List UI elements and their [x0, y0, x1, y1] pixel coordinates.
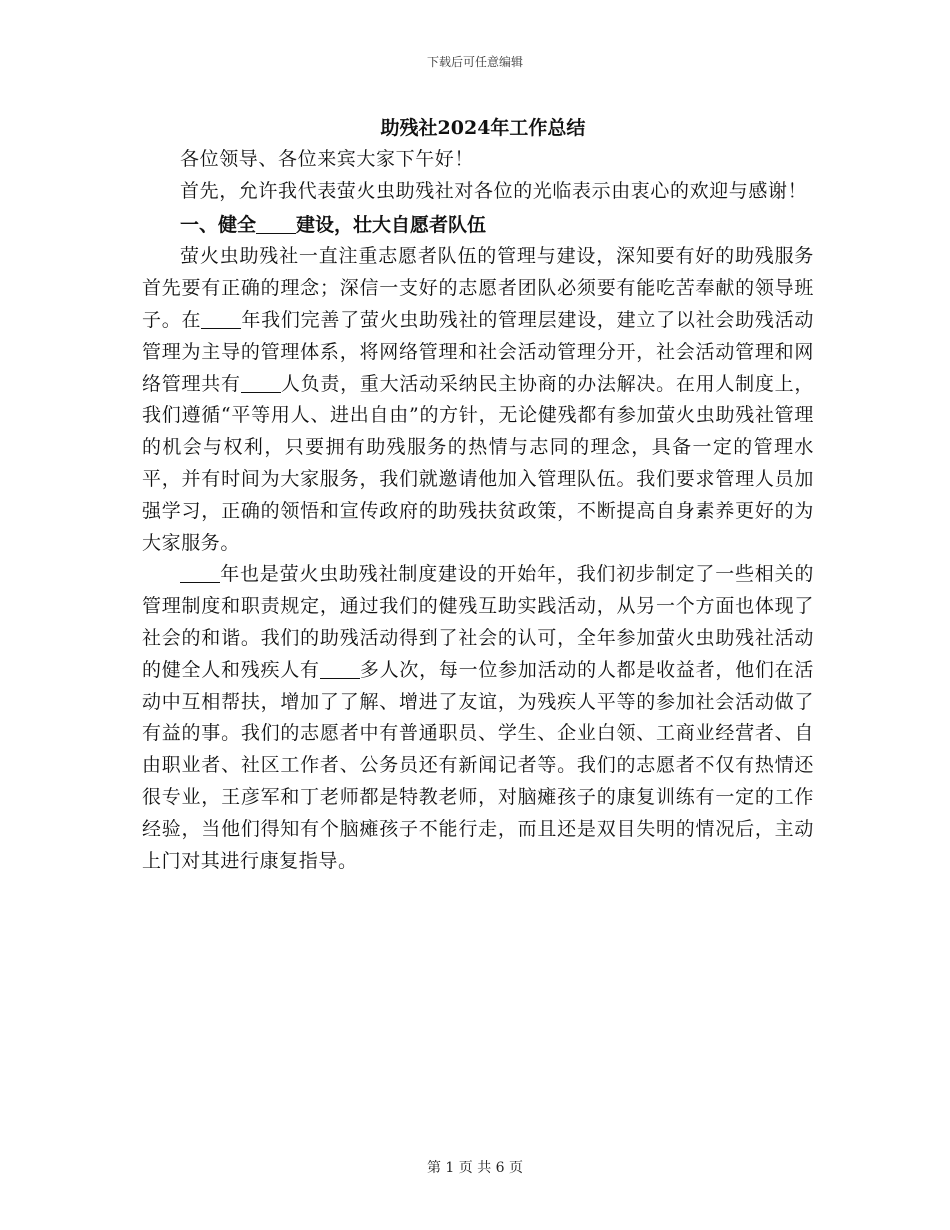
fill-blank [241, 373, 281, 393]
document-title: 助残社2024年工作总结 [380, 117, 586, 139]
body-paragraph-1-part-c: 人负责，重大活动采纳民主协商的办法解决。在用人制度上，我们遵循“平等用人、进出自由”的方针，无论健残都有参加萤火虫助残社管理的机会与权利，只要拥有助残服务的热情与志同的理念，具备一定的管理水平，并有时间为大家服务，我们就邀请他加入管理队伍。我们要求管理人员加强学习，正确的领悟和宣传政府的助残扶贫政策，不断提高自身素养更好的为大家服务。 [142, 372, 814, 554]
body-paragraph-2-part-a: 年也是萤火虫助残社制度建设的开始年，我们初步制定了一些相关的管理制度和职责规定，通过我们的健残互助实践活动，从另一个方面也体现了社会的和谐。我们的助残活动得到了社会的认可，全年参加萤火虫助残社活动的健全人和残疾人有 [142, 563, 814, 681]
header-note: 下载后可任意编辑 [426, 55, 523, 69]
fill-blank [201, 309, 241, 329]
page-number: 第 1 页 共 6 页 [426, 1160, 524, 1176]
fill-blank [320, 659, 360, 679]
body-paragraph-1-part-b: 年我们完善了萤火虫助残社的管理层建设，建立了以社会助残活动管理为主导的管理体系，将网络管理和社会活动管理分开，社会活动管理和网络管理共有 [142, 308, 814, 395]
body-paragraph-1-part-a: 萤火虫助残社一直注重志愿者队伍的管理与建设，深知要有好的助残服务首先要有正确的理念；深信一支好的志愿者团队必须要有能吃苦奉献的领导班子。在 [142, 245, 814, 331]
body-paragraph-1 [142, 241, 814, 559]
document-body [142, 112, 814, 877]
section-heading-1-part-b: 建设，壮大自愿者队伍 [296, 213, 487, 236]
fill-blank [256, 214, 296, 234]
body-paragraph-2 [142, 559, 814, 877]
fill-blank [180, 563, 220, 583]
intro-paragraph: 首先，允许我代表萤火虫助残社对各位的光临表示由衷心的欢迎与感谢！ [180, 179, 808, 202]
greeting-paragraph: 各位领导、各位来宾大家下午好！ [180, 148, 475, 170]
section-heading-1 [142, 210, 814, 242]
section-heading-1-part-a: 一、健全 [180, 213, 257, 236]
body-paragraph-2-part-b: 多人次，每一位参加活动的人都是收益者，他们在活动中互相帮扶，增加了了解、增进了友谊，为残疾人平等的参加社会活动做了有益的事。我们的志愿者中有普通职员、学生、企业白领、工商业经营者、自由职业者、社区工作者、公务员还有新闻记者等。我们的志愿者不仅有热情还很专业，王彦军和丁老师都是特教老师，对脑瘫孩子的康复训练有一定的工作经验，当他们得知有个脑瘫孩子不能行走，而且还是双目失明的情况后，主动上门对其进行康复指导。 [142, 658, 814, 872]
